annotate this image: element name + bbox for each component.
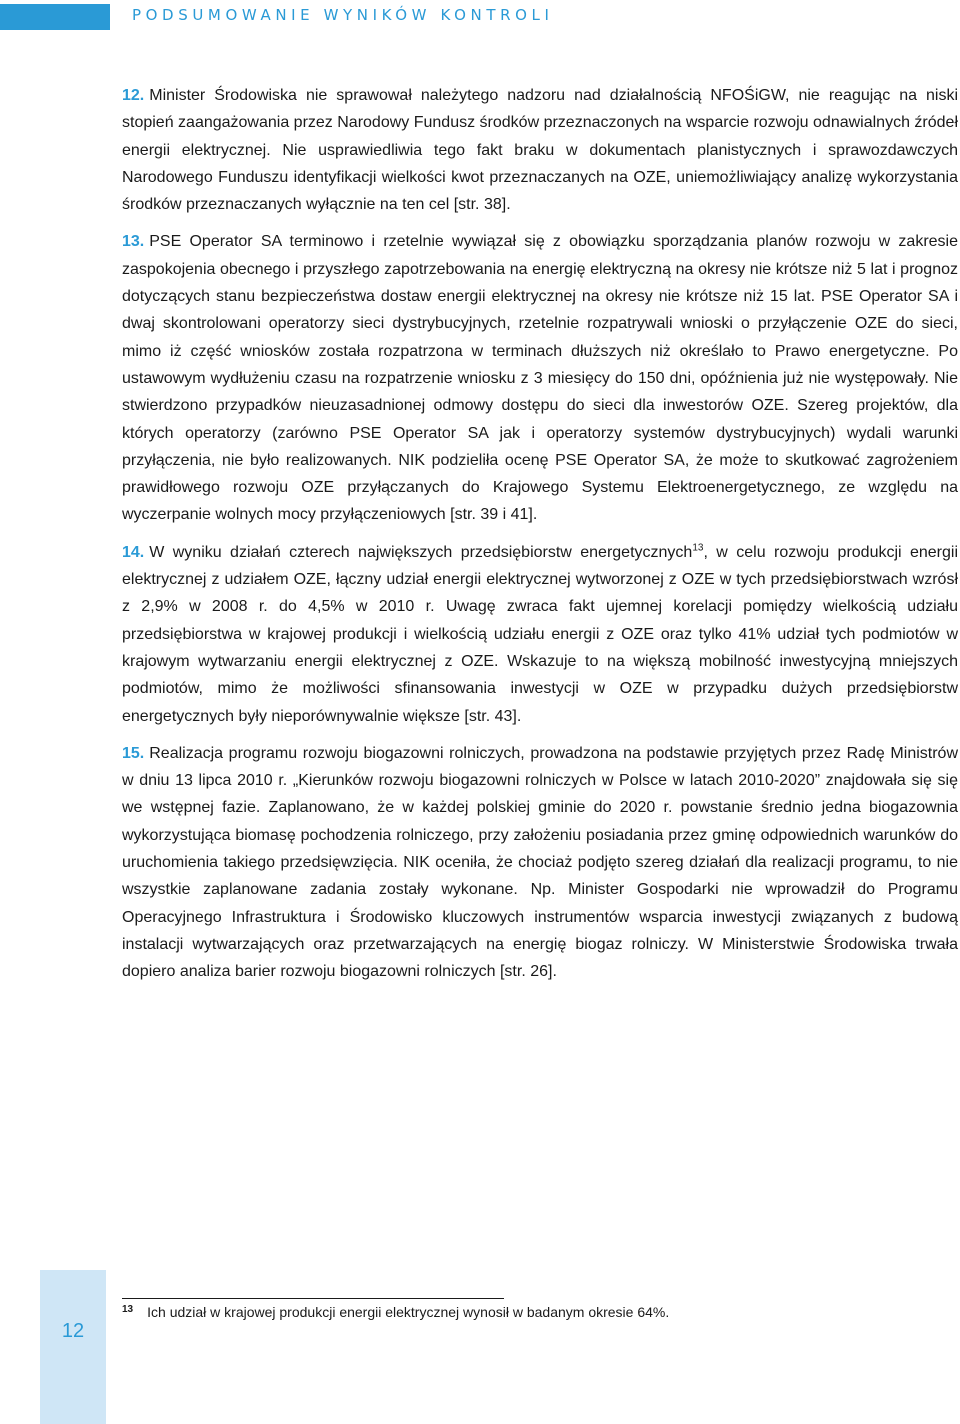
paragraph-14 — [122, 539, 958, 730]
section-title: PODSUMOWANIE WYNIKÓW KONTROLI — [132, 6, 554, 24]
footnote-divider — [122, 1298, 504, 1299]
paragraph-text-end: , w celu rozwoju produkcji energii elektrycznej z udziałem OZE, łączny udział energii elektrycznej wytworzonej z OZE w tych przedsiębiorstwach wzrósł z 2,9% w 2008 r. do 4,5% w 2010 r. Uwagę zwraca fakt ujemnej korelacji pomiędzy wielkością udziału przedsiębiorstwa w krajowej produkcji i wielkością udziału energii z OZE oraz tylko 41% udział tych podmiotów w krajowym wytwarzaniu energii elektrycznej z OZE. Wskazuje to na większą mobilność inwestycyjną mniejszych podmiotów, mimo że możliwości sfinansowania inwestycji w OZE w przypadku dużych przedsiębiorstw energetycznych były nieporównywalnie większe [str. 43]. — [122, 543, 959, 725]
paragraph-15 — [122, 740, 958, 986]
page-number-box — [40, 1270, 106, 1424]
paragraph-text: Minister Środowiska nie sprawował należytego nadzoru nad działalnością NFOŚiGW, nie reagując na niski stopień zaangażowania przez Narodowy Fundusz środków przeznaczonych na wsparcie rozwoju odnawialnych źródeł energii elektrycznej. Nie usprawiedliwia tego fakt braku w dokumentach planistycznych i sprawozdawczych Narodowego Funduszu identyfikacji wielkości kwot przeznaczanych na OZE, uniemożliwiający analizę wykorzystania środków przeznaczanych wyłącznie na ten cel [str. 38]. — [122, 87, 958, 214]
document-body — [122, 82, 958, 996]
footnote-mark: 13 — [122, 1304, 134, 1315]
page-number: 12 — [61, 1320, 85, 1342]
paragraph-13 — [122, 228, 958, 528]
paragraph-text: PSE Operator SA terminowo i rzetelnie wywiązał się z obowiązku sporządzania planów rozwoju w zakresie zaspokojenia obecnego i przyszłego zapotrzebowania na energię elektryczną na okresy nie krótsze niż 5 lat i prognoz dotyczących stanu bezpieczeństwa dostaw energii elektrycznej na okresy nie krótsze niż 15 lat. PSE Operator SA i dwaj skontrolowani operatorzy sieci dystrybucyjnych, rzetelnie rozpatrywali wnioski o przyłączenie OZE do sieci, mimo iż część wniosków została rozpatrzona w terminach dłuższych niż określało to Prawo energetyczne. Po ustawowym wydłużeniu czasu na rozpatrzenie wniosku z 3 miesięcy do 150 dni, opóźnienia już nie występowały. Nie stwierdzono przypadków nieuzasadnionej odmowy dostępu do sieci dla inwestorów OZE. Szereg projektów, dla których operatorzy (zarówno PSE Operator SA jak i operatorzy systemów dystrybucyjnych) wydali warunki przyłączenia, nie było realizowanych. NIK podzieliła ocenę PSE Operator SA, że może to skutkować zagrożeniem prawidłowego rozwoju OZE przyłączanych do Krajowego Systemu Elektroenergetycznego, ze względu na wyczerpanie wolnych mocy przyłączeniowych [str. 39 i 41]. — [122, 233, 958, 524]
paragraph-number: 14. — [122, 543, 145, 561]
paragraph-12 — [122, 82, 958, 218]
header-accent-bar — [0, 4, 110, 30]
paragraph-number: 13. — [122, 233, 145, 251]
paragraph-number: 12. — [122, 87, 145, 104]
footnote — [122, 1304, 669, 1320]
footnote-reference[interactable]: 13 — [692, 542, 704, 554]
paragraph-number: 15. — [122, 744, 145, 762]
paragraph-text: Realizacja programu rozwoju biogazowni rolniczych, prowadzona na podstawie przyjętych przez Radę Ministrów w dniu 13 lipca 2010 r. „Kierunków rozwoju biogazowni rolniczych w Polsce w latach 2010-2020” znajdowała się się we wstępnej fazie. Zaplanowano, że w każdej polskiej gminie do 2020 r. powstanie średnio jedna biogazownia wykorzystująca biomasę pochodzenia rolniczego, przy założeniu posiadania przez gminę odpowiednich warunków do uruchomienia takiego przedsięwzięcia. NIK oceniła, że chociaż podjęto szereg działań dla realizacji programu, to nie wszystkie zaplanowane zadania zostały wykonane. Np. Minister Gospodarki nie wprowadził do Programu Operacyjnego Infrastruktura i Środowisko kluczowych instrumentów wsparcia inwestycji związanych z budową instalacji wytwarzających oraz przetwarzających na energię biogaz rolniczy. W Ministerstwie Środowiska trwała dopiero analiza barier rozwoju biogazowni rolniczych [str. 26]. — [122, 744, 958, 981]
footnote-text: Ich udział w krajowej produkcji energii elektrycznej wynosił w badanym okresie 64%. — [147, 1304, 670, 1320]
paragraph-text-start: W wyniku działań czterech największych przedsiębiorstw energetycznych — [149, 543, 693, 561]
